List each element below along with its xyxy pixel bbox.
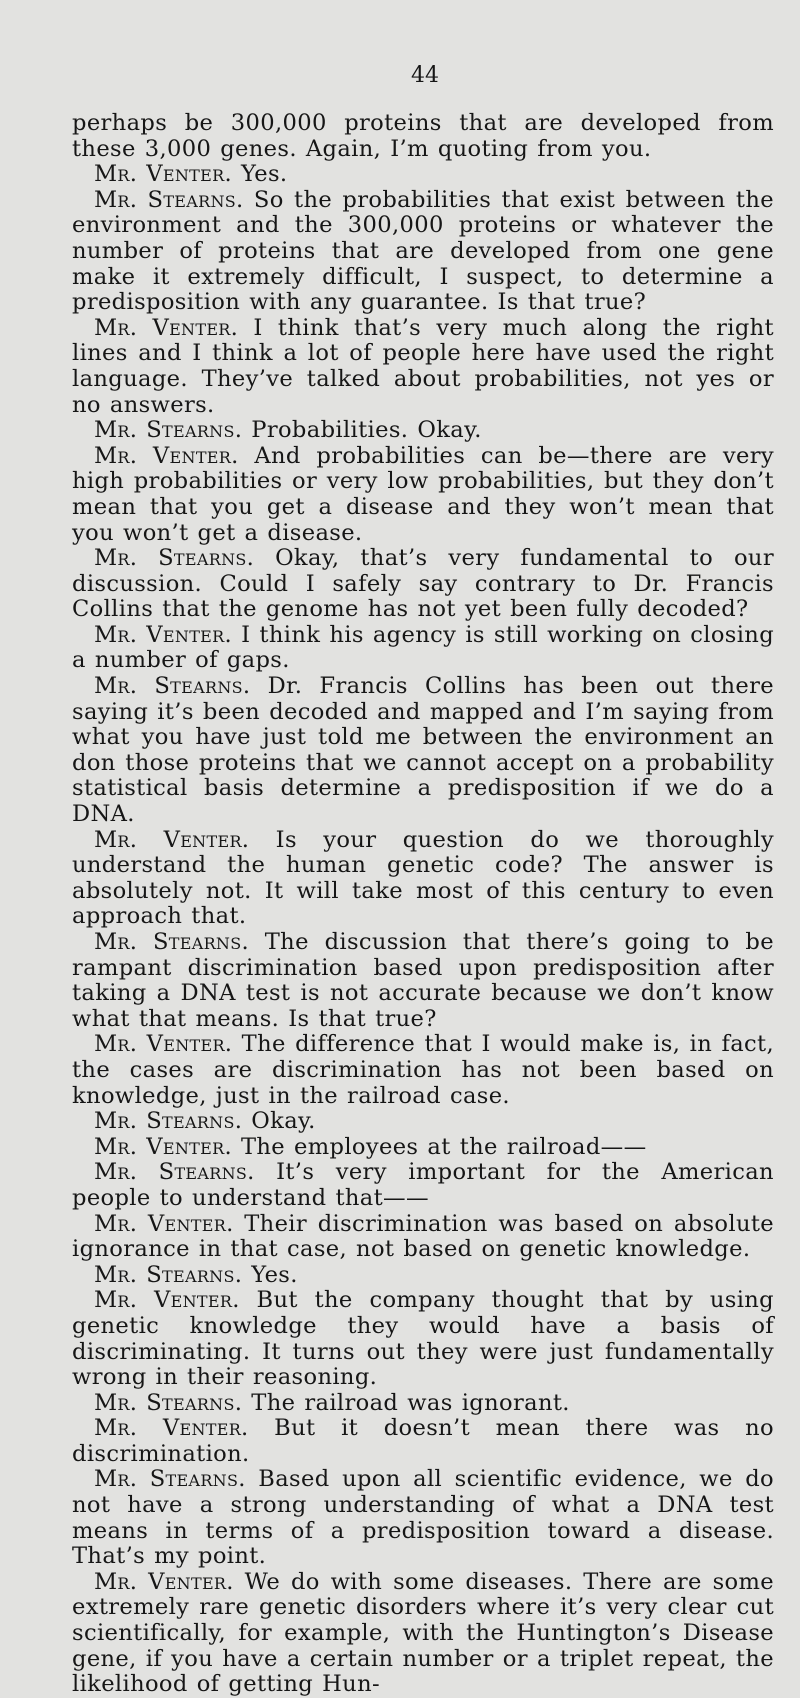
speech-text: The difference that I would make is, in fact, the cases are discrimination has not been based on knowledge, just in the railroad case. bbox=[72, 1031, 774, 1109]
transcript-paragraph bbox=[72, 1570, 774, 1698]
speaker-name: Mr. Venter. bbox=[94, 1287, 240, 1314]
transcript-paragraph bbox=[72, 418, 774, 444]
speech-text: Okay. bbox=[251, 1108, 316, 1135]
speech-text: The discussion that there’s going to be rampant discrimination based upon predisposition after taking a DNA test is not accurate because we don’t know what that means. Is that true? bbox=[72, 929, 774, 1032]
speaker-name: Mr. Stearns. bbox=[94, 1159, 255, 1186]
speech-text: Okay, that’s very fundamental to our discussion. Could I safely say contrary to Dr. Francis Collins that the genome has not yet been fully decoded? bbox=[72, 545, 774, 623]
transcript-paragraph bbox=[72, 111, 774, 162]
speaker-name: Mr. Venter. bbox=[94, 1133, 232, 1160]
speech-text: And probabilities can be—there are very high probabilities or very low probabilities, but they don’t mean that you get a disease and they won’t mean that you won’t get a disease. bbox=[72, 442, 774, 546]
speaker-name: Mr. Stearns. bbox=[94, 673, 251, 700]
speech-text: Based upon all scientific evidence, we do not have a strong understanding of what a DNA test means in terms of a predisposition toward a disease. That’s my point. bbox=[72, 1466, 774, 1570]
speech-text: But the company thought that by using genetic knowledge they would have a basis of discriminating. It turns out they were just fundamentally wrong in their reasoning. bbox=[72, 1287, 775, 1391]
speaker-name: Mr. Venter. bbox=[94, 1031, 233, 1058]
transcript-paragraph bbox=[72, 1416, 774, 1467]
speech-text: Is your question do we thoroughly understand the human genetic code? The answer is absolutely not. It will take most of this century to even approach that. bbox=[72, 826, 775, 930]
speech-text: perhaps be 300,000 proteins that are developed from these 3,000 genes. Again, I’m quoting from you. bbox=[72, 110, 774, 162]
speaker-name: Mr. Stearns. bbox=[94, 1108, 243, 1135]
transcript-paragraph bbox=[72, 1032, 774, 1109]
speaker-name: Mr. Stearns. bbox=[94, 186, 244, 213]
transcript-paragraph bbox=[72, 546, 774, 623]
transcript-paragraph bbox=[72, 444, 774, 546]
speaker-name: Mr. Venter. bbox=[94, 442, 239, 469]
transcript-paragraph bbox=[72, 623, 774, 674]
transcript-paragraph bbox=[72, 1288, 774, 1390]
speaker-name: Mr. Venter. bbox=[94, 314, 239, 341]
speaker-name: Mr. Stearns. bbox=[94, 1389, 243, 1416]
speaker-name: Mr. Venter. bbox=[94, 1210, 234, 1237]
transcript-paragraph bbox=[72, 930, 774, 1032]
speech-text: Their discrimination was based on absolute ignorance in that case, not based on genetic knowledge. bbox=[72, 1210, 774, 1263]
speech-text: But it doesn’t mean there was no discrimination. bbox=[72, 1415, 774, 1467]
body-text bbox=[72, 111, 774, 1698]
transcript-paragraph bbox=[72, 828, 774, 930]
speech-text: Yes. bbox=[251, 1261, 298, 1288]
transcript-paragraph bbox=[72, 1212, 774, 1263]
speech-text: Probabilities. Okay. bbox=[251, 417, 482, 444]
speaker-name: Mr. Venter. bbox=[94, 621, 232, 648]
transcript-paragraph bbox=[72, 1467, 774, 1569]
speaker-name: Mr. Venter. bbox=[94, 1415, 249, 1442]
speaker-name: Mr. Stearns. bbox=[94, 545, 255, 572]
speaker-name: Mr. Venter. bbox=[94, 161, 232, 188]
page-number: 44 bbox=[411, 63, 439, 88]
speech-text: The railroad was ignorant. bbox=[251, 1389, 570, 1416]
speech-text: The employees at the railroad—— bbox=[240, 1133, 647, 1160]
speaker-name: Mr. Stearns. bbox=[94, 1466, 246, 1493]
speech-text: So the probabilities that exist between the environment and the 300,000 proteins or whatever the number of proteins that are developed from one gene make it extremely difficult, I suspect, to determine a predisposition with any guarantee. Is that true? bbox=[72, 186, 774, 316]
speaker-name: Mr. Venter. bbox=[94, 826, 250, 853]
speaker-name: Mr. Stearns. bbox=[94, 929, 249, 955]
transcript-paragraph bbox=[72, 188, 774, 316]
transcript-paragraph bbox=[72, 316, 774, 418]
transcript-paragraph bbox=[72, 1391, 774, 1417]
transcript-paragraph bbox=[72, 1109, 774, 1135]
transcript-paragraph bbox=[72, 1263, 774, 1289]
speech-text: I think that’s very much along the right lines and I think a lot of people here have used the right language. They’ve talked about probabilities, not yes or no answers. bbox=[72, 314, 774, 418]
transcript-paragraph bbox=[72, 674, 774, 828]
speaker-name: Mr. Venter. bbox=[94, 1568, 234, 1595]
transcript-paragraph bbox=[72, 162, 774, 188]
transcript-paragraph bbox=[72, 1135, 774, 1161]
transcript-paragraph bbox=[72, 1160, 774, 1211]
speech-text: I think his agency is still working on closing a number of gaps. bbox=[72, 621, 775, 674]
speech-text: It’s very important for the American people to understand that—— bbox=[72, 1159, 774, 1211]
speaker-name: Mr. Stearns. bbox=[94, 1261, 243, 1288]
speaker-name: Mr. Stearns. bbox=[94, 417, 243, 444]
speech-text: We do with some diseases. There are some extremely rare genetic disorders where it’s very clear cut scientifically, for example, with the Huntington’s Disease gene, if you have a certain number or a triplet repeat, the likelihood of getting Hun- bbox=[72, 1568, 774, 1698]
speech-text: Dr. Francis Collins has been out there saying it’s been decoded and mapped and I’m saying from what you have just told me between the environment an don those proteins that we cannot accept on a probability statistical basis determine a predisposition if we do a DNA. bbox=[72, 673, 774, 828]
speech-text: Yes. bbox=[240, 161, 288, 188]
